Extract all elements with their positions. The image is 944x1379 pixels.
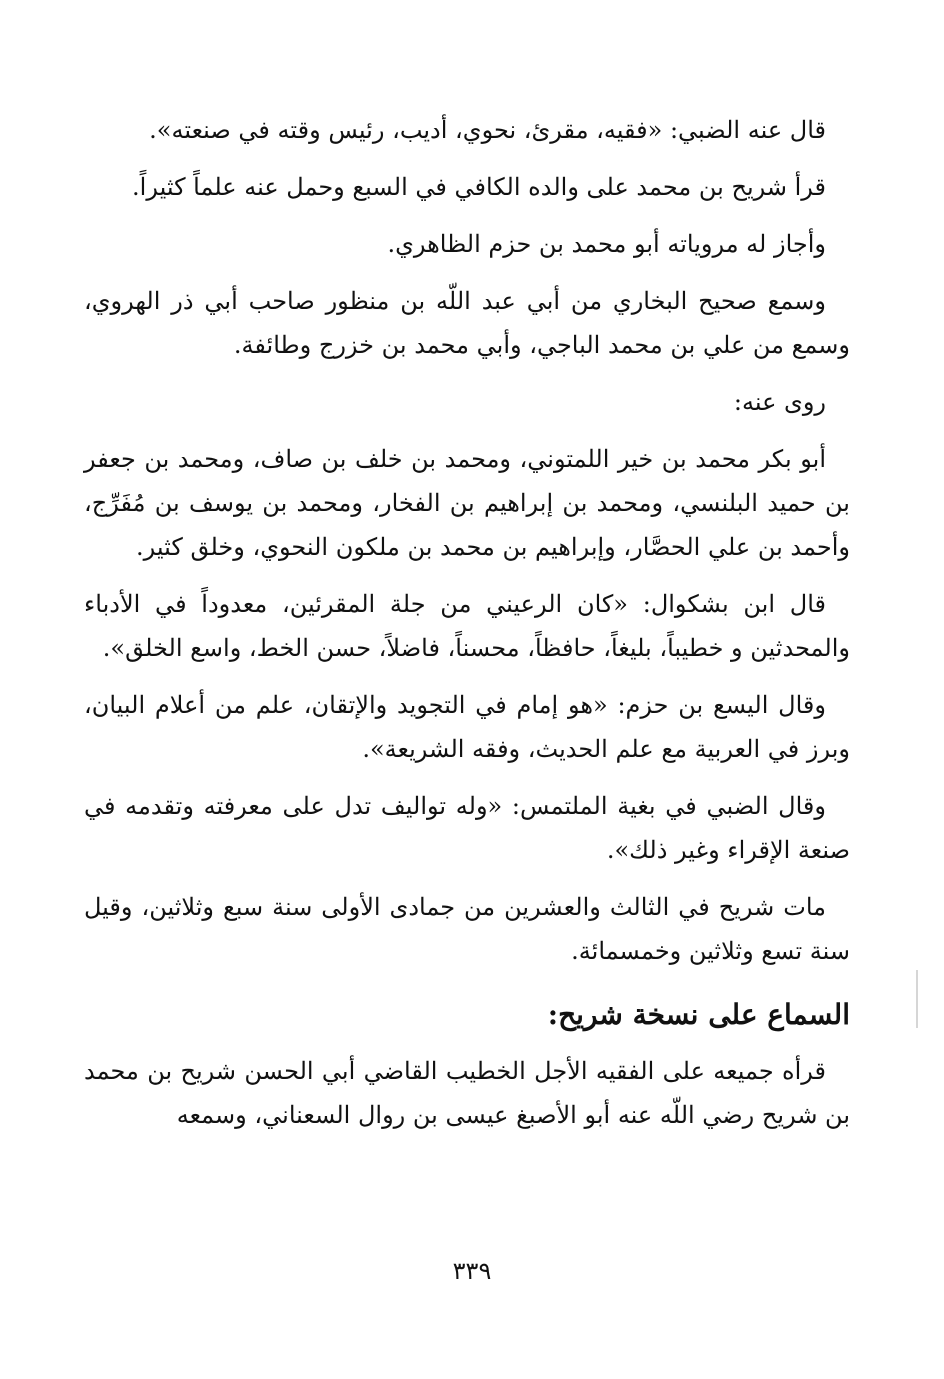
scan-edge-mark: [916, 970, 918, 1028]
paragraph-samaa-nuskha: قرأه جميعه على الفقيه الأجل الخطيب القاضي أبي الحسن شريح بن محمد بن شريح رضي اللّه عنه أبو الأصبغ عيسى بن روال السعناني، وسمعه: [84, 1057, 850, 1129]
section-heading: السماع على نسخة شريح:: [547, 998, 850, 1031]
paragraph-samaa: وسمع صحيح البخاري من أبي عبد اللّه بن منظور صاحب أبي ذر الهروي، وسمع من علي بن محمد الباجي، وأبي محمد بن خزرج وطائفة.: [84, 287, 850, 359]
paragraph-qiraa: قرأ شريح بن محمد على والده الكافي في السبع وحمل عنه علماً كثيراً.: [132, 173, 826, 201]
paragraph-alyasa: وقال اليسع بن حزم: «هو إمام في التجويد والإتقان، علم من أعلام البيان، وبرز في العربية مع علم الحديث، وفقه الشريعة».: [84, 691, 850, 763]
paragraph-bughya: وقال الضبي في بغية الملتمس: «وله تواليف تدل على معرفته وتقدمه في صنعة الإقراء وغير ذلك».: [84, 792, 850, 864]
page-number: ٣٣٩: [452, 1257, 492, 1285]
paragraph-students: أبو بكر محمد بن خير اللمتوني، ومحمد بن خلف بن صاف، ومحمد بن جعفر بن حميد البلنسي، ومحمد بن إبراهيم بن الفخار، ومحمد بن يوسف بن مُفَرِّج، وأحمد بن علي الحصَّار، وإبراهيم بن محمد بن ملكون النحوي، وخلق كثير.: [84, 445, 850, 561]
paragraph-rawa-anhu: روى عنه:: [733, 388, 826, 416]
paragraph-dabbi-quote: قال عنه الضبي: «فقيه، مقرئ، نحوي، أديب، رئيس وقته في صنعته».: [149, 116, 826, 144]
page-body: [84, 108, 850, 1150]
paragraph-ijaza: وأجاز له مروياته أبو محمد بن حزم الظاهري.: [387, 230, 826, 258]
paragraph-ibn-bashkuwal: قال ابن بشكوال: «كان الرعيني من جلة المقرئين، معدوداً في الأدباء والمحدثين و خطيباً، بليغاً، حافظاً، محسناً، فاضلاً، حسن الخط، واسع الخلق».: [84, 590, 850, 662]
paragraph-death: مات شريح في الثالث والعشرين من جمادى الأولى سنة سبع وثلاثين، وقيل سنة تسع وثلاثين وخمسمائة.: [84, 893, 850, 965]
